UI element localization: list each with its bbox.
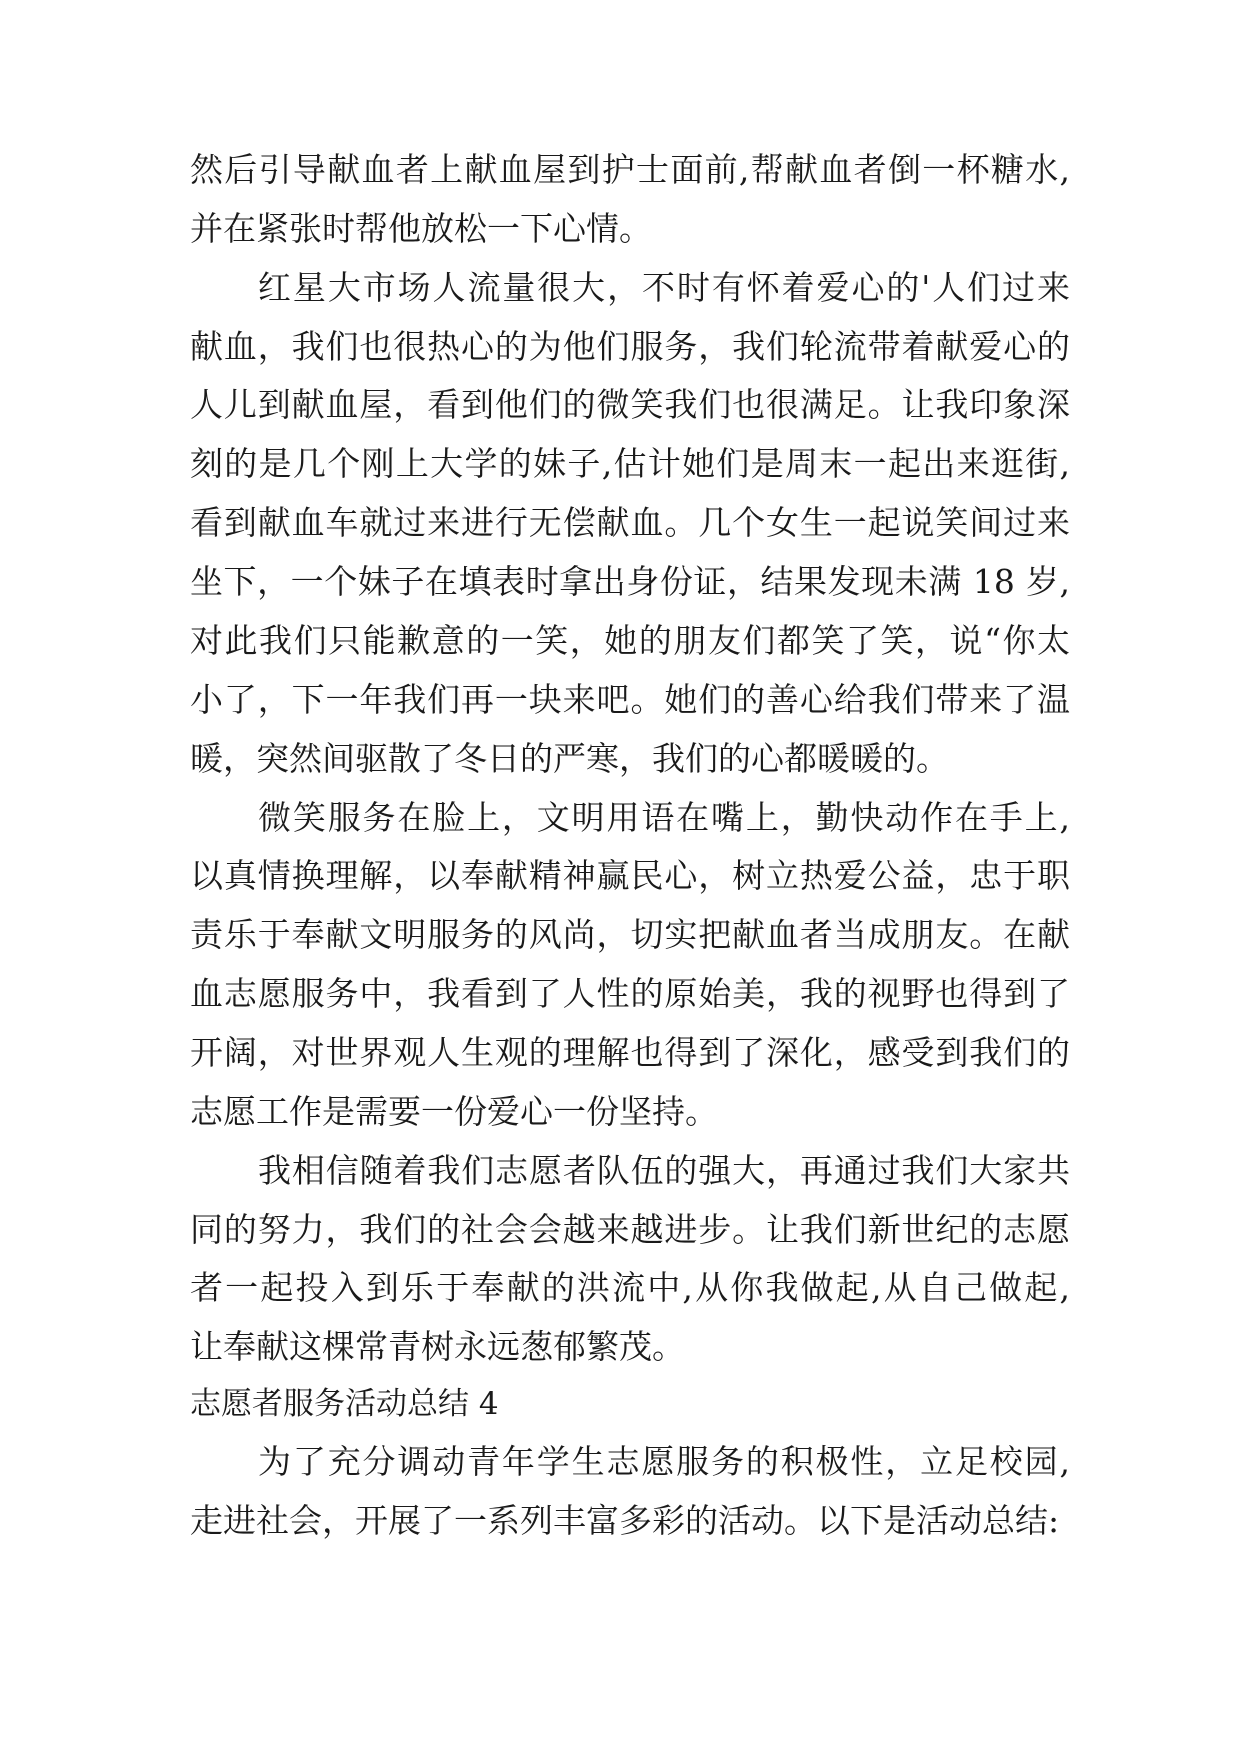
section-heading: 志愿者服务活动总结 4 <box>190 1386 499 1422</box>
paragraph-line: 责乐于奉献文明服务的风尚，切实把献血者当成朋友。在献 <box>190 915 1070 954</box>
paragraph-line: 志愿工作是需要一份爱心一份坚持。 <box>190 1092 718 1131</box>
paragraph-line: 人儿到献血屋，看到他们的微笑我们也很满足。让我印象深 <box>190 385 1070 424</box>
paragraph-line: 以真情换理解，以奉献精神赢民心，树立热爱公益，忠于职 <box>190 856 1070 895</box>
paragraph-line: 刻的是几个刚上大学的妹子,估计她们是周末一起出来逛街, <box>190 444 1070 483</box>
paragraph-line: 为了充分调动青年学生志愿服务的积极性，立足校园, <box>258 1442 1070 1481</box>
paragraph-line: 开阔，对世界观人生观的理解也得到了深化，感受到我们的 <box>190 1033 1070 1072</box>
paragraph-line: 对此我们只能歉意的一笑，她的朋友们都笑了笑，说“你太 <box>190 621 1070 660</box>
paragraph-line: 并在紧张时帮他放松一下心情。 <box>190 209 652 248</box>
paragraph-line: 坐下，一个妹子在填表时拿出身份证，结果发现未满 18 岁, <box>190 562 1070 601</box>
paragraph-line: 血志愿服务中，我看到了人性的原始美，我的视野也得到了 <box>190 974 1070 1013</box>
paragraph-line: 小了，下一年我们再一块来吧。她们的善心给我们带来了温 <box>190 680 1070 719</box>
paragraph-line: 看到献血车就过来进行无偿献血。几个女生一起说笑间过来 <box>190 503 1070 542</box>
paragraph-line: 暖，突然间驱散了冬日的严寒，我们的心都暖暖的。 <box>190 739 949 778</box>
paragraph-line: 同的努力，我们的社会会越来越进步。让我们新世纪的志愿 <box>190 1210 1070 1249</box>
paragraph-line: 者一起投入到乐于奉献的洪流中,从你我做起,从自己做起, <box>190 1268 1070 1307</box>
paragraph-line: 红星大市场人流量很大，不时有怀着爱心的'人们过来 <box>258 268 1070 307</box>
paragraph-line: 我相信随着我们志愿者队伍的强大，再通过我们大家共 <box>258 1151 1070 1190</box>
paragraph-line: 然后引导献血者上献血屋到护士面前,帮献血者倒一杯糖水, <box>190 150 1070 189</box>
paragraph-line: 献血，我们也很热心的为他们服务，我们轮流带着献爱心的 <box>190 327 1070 366</box>
paragraph-line: 走进社会，开展了一系列丰富多彩的活动。以下是活动总结: <box>190 1501 1060 1540</box>
paragraph-line: 微笑服务在脸上，文明用语在嘴上，勤快动作在手上, <box>258 798 1070 837</box>
paragraph-line: 让奉献这棵常青树永远葱郁繁茂。 <box>190 1327 685 1366</box>
